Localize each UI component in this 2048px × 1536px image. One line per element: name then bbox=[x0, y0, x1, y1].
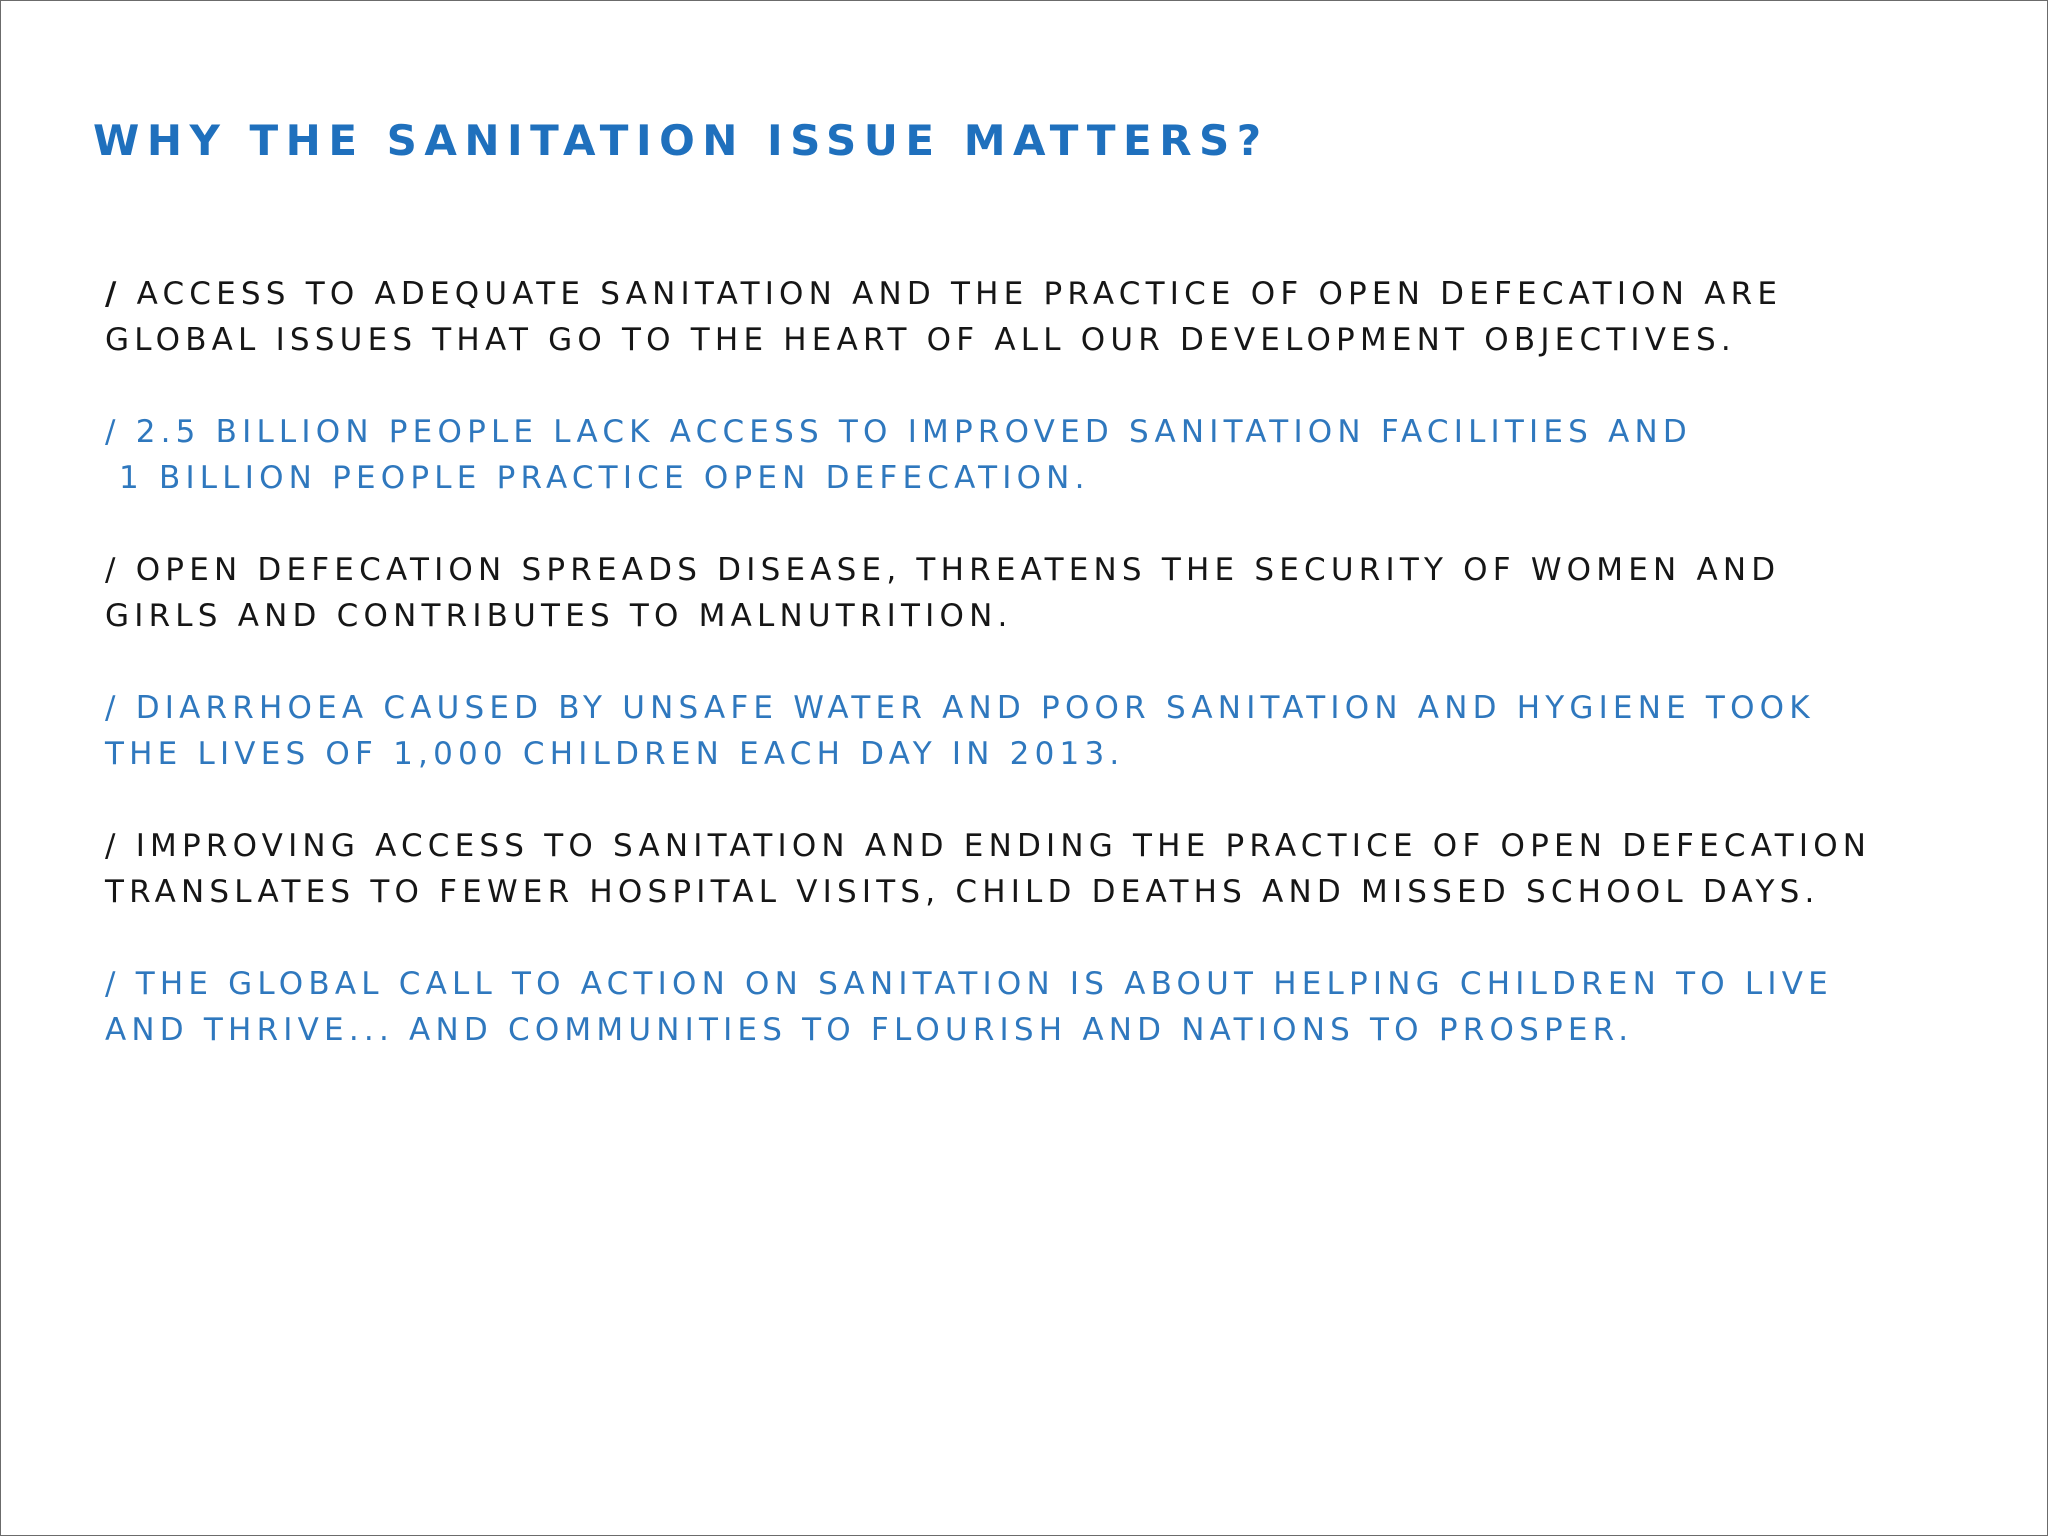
point-access-sanitation bbox=[105, 271, 1782, 363]
page-title: WHY THE SANITATION ISSUE MATTERS? bbox=[93, 116, 1269, 165]
point-line: / IMPROVING ACCESS TO SANITATION AND ENDING THE PRACTICE OF OPEN DEFECATION bbox=[105, 828, 1872, 864]
point-line: GIRLS AND CONTRIBUTES TO MALNUTRITION. bbox=[105, 598, 1013, 634]
point-line: THE LIVES OF 1,000 CHILDREN EACH DAY IN 2013. bbox=[105, 736, 1125, 772]
point-line: / THE GLOBAL CALL TO ACTION ON SANITATION IS ABOUT HELPING CHILDREN TO LIVE bbox=[105, 966, 1833, 1002]
point-open-defecation bbox=[105, 547, 1780, 639]
point-line: 1 BILLION PEOPLE PRACTICE OPEN DEFECATION. bbox=[119, 460, 1090, 496]
point-line: / 2.5 BILLION PEOPLE LACK ACCESS TO IMPROVED SANITATION FACILITIES AND bbox=[105, 414, 1692, 450]
bullet-slash: / bbox=[105, 276, 122, 312]
point-line: TRANSLATES TO FEWER HOSPITAL VISITS, CHILD DEATHS AND MISSED SCHOOL DAYS. bbox=[105, 874, 1820, 910]
point-billion-people bbox=[105, 409, 1692, 501]
point-improving-access bbox=[105, 823, 1871, 915]
point-line: AND THRIVE... AND COMMUNITIES TO FLOURISH AND NATIONS TO PROSPER. bbox=[105, 1012, 1634, 1048]
point-line: / DIARRHOEA CAUSED BY UNSAFE WATER AND POOR SANITATION AND HYGIENE TOOK bbox=[105, 690, 1815, 726]
point-line: / OPEN DEFECATION SPREADS DISEASE, THREATENS THE SECURITY OF WOMEN AND bbox=[105, 552, 1781, 588]
point-line: / ACCESS TO ADEQUATE SANITATION AND THE PRACTICE OF OPEN DEFECATION ARE bbox=[105, 276, 1783, 312]
point-diarrhoea bbox=[105, 685, 1815, 777]
point-global-call bbox=[105, 961, 1833, 1053]
point-line: GLOBAL ISSUES THAT GO TO THE HEART OF ALL OUR DEVELOPMENT OBJECTIVES. bbox=[105, 322, 1736, 358]
